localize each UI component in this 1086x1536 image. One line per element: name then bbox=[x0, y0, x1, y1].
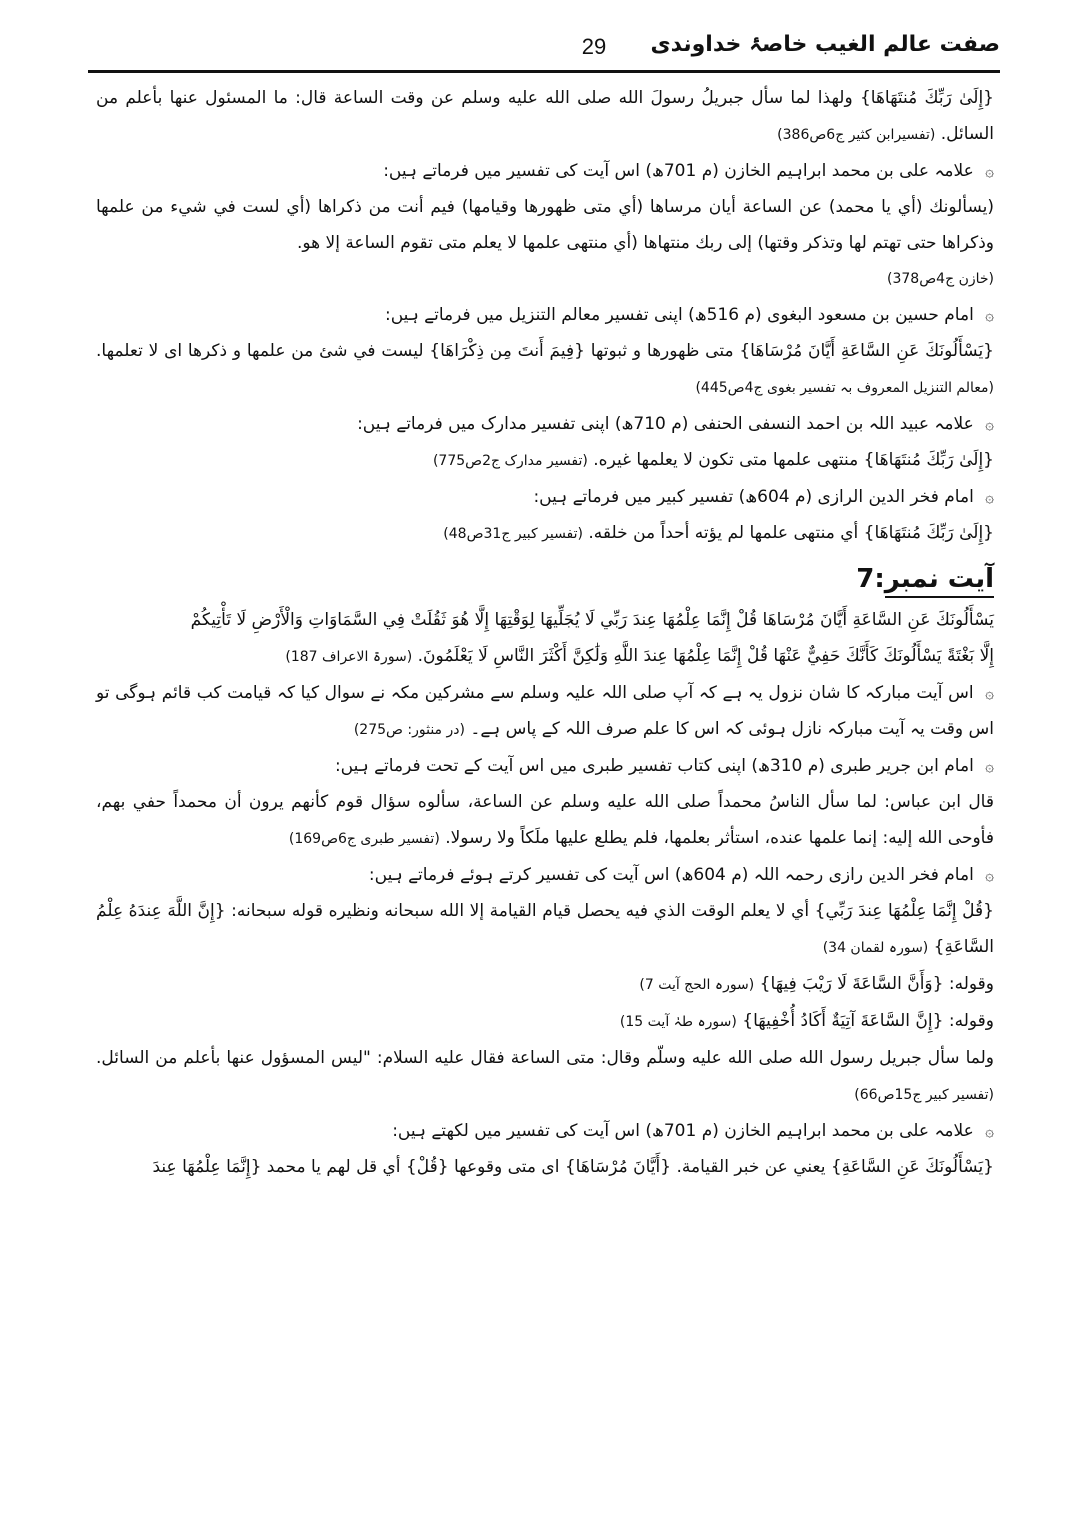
quote-text: (يسألونك (أي يا محمد) عن الساعة أيان مرساها (أي متى ظهورها وقيامها) فيم أنت من ذكراها (أي لست في شيء من علمها وذكراها حتى تهتم لها وتذكر وقتها) إلى ربك منتهاها (أي منتهى علمها لا يعلم متى تقوم الساعة إلا هو. bbox=[96, 197, 994, 253]
paragraph bbox=[96, 1040, 994, 1113]
flower-bullet-icon: ۞ bbox=[985, 162, 994, 180]
flower-bullet-icon: ۞ bbox=[985, 757, 994, 775]
quote-text: وقوله: {وَأَنَّ السَّاعَةَ لَا رَيْبَ فِيهَا} bbox=[759, 974, 994, 994]
citation: (معالم التنزیل المعروف بہ تفسیر بغوی ج4ص445) bbox=[695, 380, 994, 396]
page-number: 29 bbox=[581, 34, 607, 59]
paragraph bbox=[96, 784, 994, 857]
verse-text: يَسْأَلُونَكَ عَنِ السَّاعَةِ أَيَّانَ مُرْسَاهَا قُلْ إِنَّمَا عِلْمُهَا عِندَ رَبِّي لَا يُجَلِّيهَا لِوَقْتِهَا إِلَّا هُوَ ثَقُلَتْ فِي السَّمَاوَاتِ وَالْأَرْضِ لَا تَأْتِيكُمْ bbox=[190, 610, 994, 630]
quote-text: {يَسْأَلُونَكَ عَنِ السَّاعَةِ أَيَّانَ مُرْسَاهَا} متى ظهورها و ثبوتها {فِيمَ أَنتَ مِن ذِكْرَاهَا} ليست في شئ من علمها و ذكرها اى لا تعلمها. bbox=[96, 341, 994, 361]
paragraph bbox=[96, 1113, 994, 1149]
flower-bullet-icon: ۞ bbox=[985, 415, 994, 433]
verse-line bbox=[96, 602, 994, 638]
citation: (تفسیر طبری ج6ص169) bbox=[288, 831, 440, 847]
flower-bullet-icon: ۞ bbox=[985, 488, 994, 506]
quote-text: ولما سأل جبريل رسول الله صلى الله عليه وسلّم وقال: متى الساعة فقال عليه السلام: "ليس المسؤول عنها بأعلم من السائل. bbox=[96, 1048, 994, 1068]
paragraph bbox=[96, 479, 994, 515]
quote-text: قال ابن عباس: لما سأل الناسُ محمداً صلى الله عليه وسلم عن الساعة، سألوه سؤال قوم كأنهم يرون أن محمداً حفي بهم، فأوحى الله إليه: إنما علمها عنده، استأثر بعلمها، فلم يطلع عليها ملَكاً ولا رسولا. bbox=[96, 792, 994, 848]
paragraph bbox=[96, 893, 994, 966]
intro-text: اس آیت مبارکہ کا شان نزول یہ ہے کہ آپ صلی اللہ علیہ وسلم سے مشرکین مکہ نے سوال کیا کہ قیامت کب قائم ہوگی تو اس وقت یہ آیت مبارکہ نازل ہوئی کہ اس کا علم صرف اللہ کے پاس ہے۔ bbox=[96, 683, 994, 739]
citation: (سورہ الحج آیت 7) bbox=[639, 977, 755, 993]
citation: (تفسیر کبیر ج31ص48) bbox=[443, 526, 583, 542]
paragraph bbox=[96, 675, 994, 748]
citation: (تفسیرابن کثیر ج6ص386) bbox=[777, 127, 936, 143]
heading-number: :7 bbox=[856, 564, 885, 594]
citation: (سورہ طہٰ آیت 15) bbox=[619, 1014, 737, 1030]
intro-text: علامہ علی بن محمد ابراہیم الخازن (م 701ھ) اس آیت کی تفسیر میں لکھتے ہیں: bbox=[392, 1121, 974, 1141]
running-title: صفت عالم الغیب خاصۂ خداوندی bbox=[650, 32, 1000, 57]
flower-bullet-icon: ۞ bbox=[985, 866, 994, 884]
citation: (تفسیر کبیر ج15ص66) bbox=[854, 1087, 994, 1103]
verse-line bbox=[96, 638, 994, 675]
section-heading bbox=[96, 556, 994, 602]
page-header bbox=[88, 28, 1000, 72]
citation: (سورہ لقمان 34) bbox=[822, 940, 929, 956]
intro-text: امام فخر الدین رازی رحمہ اللہ (م 604ھ) اس آیت کی تفسیر کرتے ہوئے فرماتے ہیں: bbox=[368, 865, 974, 885]
flower-bullet-icon: ۞ bbox=[985, 684, 995, 702]
intro-text: علامہ علی بن محمد ابراہیم الخازن (م 701ھ) اس آیت کی تفسیر میں فرماتے ہیں: bbox=[383, 161, 974, 181]
paragraph bbox=[96, 748, 994, 784]
intro-text: علامہ عبید اللہ بن احمد النسفی الحنفی (م 710ھ) اپنی تفسیر مدارک میں فرماتے ہیں: bbox=[357, 414, 974, 434]
citation: (تفسیر مدارک ج2ص775) bbox=[432, 453, 588, 469]
quote-text: وقوله: {إِنَّ السَّاعَةَ آتِيَةٌ أَكَادُ أُخْفِيهَا} bbox=[742, 1011, 994, 1031]
quote-text: {قُلْ إِنَّمَا عِلْمُهَا عِندَ رَبِّي} أي لا يعلم الوقت الذي فيه يحصل قيام القيامة إلا الله سبحانه ونظيره قوله سبحانه: {إِنَّ اللَّهَ عِندَهُ عِلْمُ السَّاعَةِ} bbox=[96, 901, 994, 957]
page-body bbox=[96, 80, 994, 1185]
flower-bullet-icon: ۞ bbox=[985, 306, 994, 324]
citation: (سورۃ الاعراف 187) bbox=[285, 649, 413, 665]
paragraph bbox=[96, 442, 994, 479]
intro-text: امام حسین بن مسعود البغوی (م 516ھ) اپنی تفسیر معالم التنزیل میں فرماتے ہیں: bbox=[385, 305, 974, 325]
quote-text: {إِلَىٰ رَبِّكَ مُنتَهَاهَا} منتهى علمها متى تكون لا يعلمها غيره. bbox=[593, 450, 994, 470]
paragraph bbox=[96, 1003, 994, 1040]
intro-text: امام ابن جریر طبری (م 310ھ) اپنی کتاب تفسیر طبری میں اس آیت کے تحت فرماتے ہیں: bbox=[334, 756, 974, 776]
intro-text: امام فخر الدین الرازی (م 604ھ) تفسیر کبیر میں فرماتے ہیں: bbox=[533, 487, 974, 507]
paragraph bbox=[96, 857, 994, 893]
paragraph bbox=[96, 1149, 994, 1185]
paragraph bbox=[96, 80, 994, 153]
paragraph bbox=[96, 189, 994, 261]
quote-text: {إِلَىٰ رَبِّكَ مُنتَهَاهَا} أي منتهى علمها لم يؤته أحداً من خلقه. bbox=[588, 523, 994, 543]
header-rule bbox=[88, 70, 1000, 73]
quote-text: {يَسْأَلُونَكَ عَنِ السَّاعَةِ} يعني عن خبر القيامة. {أَيَّانَ مُرْسَاهَا} اى متى وقوعها {قُلْ} أي قل لهم يا محمد {إِنَّمَا عِلْمُهَا عِندَ bbox=[152, 1157, 994, 1177]
paragraph bbox=[96, 966, 994, 1003]
paragraph bbox=[96, 297, 994, 333]
paragraph bbox=[96, 333, 994, 406]
citation: (خازن ج4ص378) bbox=[887, 271, 994, 287]
verse-text: إِلَّا بَغْتَةً يَسْأَلُونَكَ كَأَنَّكَ حَفِيٌّ عَنْهَا قُلْ إِنَّمَا عِلْمُهَا عِندَ اللَّهِ وَلَٰكِنَّ أَكْثَرَ النَّاسِ لَا يَعْلَمُونَ. bbox=[417, 646, 994, 666]
flower-bullet-icon: ۞ bbox=[985, 1122, 994, 1140]
paragraph bbox=[96, 406, 994, 442]
paragraph bbox=[96, 153, 994, 189]
paragraph bbox=[96, 515, 994, 552]
citation: (در منثور: ص275) bbox=[353, 722, 465, 738]
heading-label: آیت نمبر bbox=[885, 564, 994, 598]
quote-text: {إِلَىٰ رَبِّكَ مُنتَهَاهَا} ولهذا لما سأل جبريلُ رسولَ الله صلى الله عليه وسلم عن وقت الساعة قال: ما المسئول عنها بأعلم من السائل. bbox=[96, 88, 994, 144]
